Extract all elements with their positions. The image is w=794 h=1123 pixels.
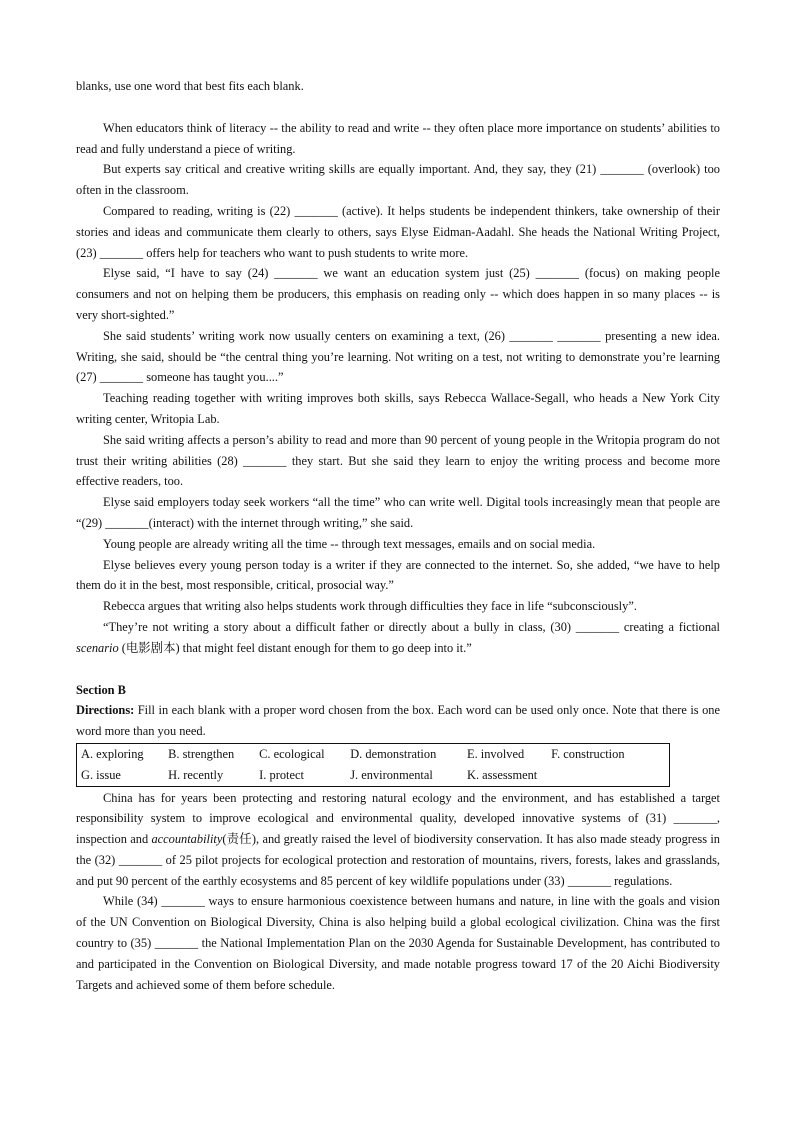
paragraph: Teaching reading together with writing improves both skills, says Rebecca Wallace-Segall, who heads a New York City writing center, Writopia Lab. bbox=[76, 391, 720, 426]
paragraph: Elyse said, “I have to say (24) _______ we want an education system just (25) _______ (focus) on making people consumers and not on helping them be producers, this emphasis on reading only -- which does happen in so many places -- is very short-sighted.” bbox=[76, 266, 720, 322]
text-segment: “They’re not writing a story about a difficult father or directly about a bully in class, (30) _______ creating a fictional bbox=[103, 619, 720, 634]
italic-term: scenario bbox=[76, 640, 119, 655]
paragraph: Young people are already writing all the time -- through text messages, emails and on social media. bbox=[103, 536, 596, 551]
spacer bbox=[76, 659, 720, 680]
word-option: I. protect bbox=[259, 767, 304, 782]
directions-text: Fill in each blank with a proper word chosen from the box. Each word can be used only once. Note that there is one word more than you need. bbox=[76, 703, 720, 739]
paragraph: She said writing affects a person’s ability to read and more than 90 percent of young people in the Writopia program do not trust their writing abilities (28) _______ they start. But she said they learn to enjoy the writing process and become more effective readers, too. bbox=[76, 432, 720, 489]
word-option: J. environmental bbox=[350, 767, 433, 782]
word-box-row bbox=[81, 765, 665, 786]
word-option: K. assessment bbox=[467, 767, 538, 782]
paragraph: Elyse believes every young person today is a writer if they are connected to the internet. So, she added, “we have to help them do it in the best, most responsible, critical, prosocial way.” bbox=[76, 557, 720, 593]
word-option: C. ecological bbox=[259, 746, 325, 761]
paragraph: But experts say critical and creative writing skills are equally important. And, they say, they (21) _______ (overlook) too often in the classroom. bbox=[76, 162, 720, 198]
paragraph: Compared to reading, writing is (22) _______ (active). It helps students be independent thinkers, take ownership of their stories and ideas and communicate them clearly to others, says Elyse Eidman-Aadahl. She heads the National Writing Project, (23) _______ offers help for teachers who want to push students to write more. bbox=[76, 203, 720, 260]
text-segment: China has for years been protecting and restoring natural ecology and the environment, and has established a target responsibility system to improve ecological and environmental quality, developed innovative systems of (31) _______, inspection and bbox=[76, 790, 720, 847]
intro-line: blanks, use one word that best fits each blank. bbox=[76, 79, 304, 93]
spacer bbox=[76, 97, 720, 118]
word-option: F. construction bbox=[551, 746, 625, 761]
text-segment: (责任), and greatly raised the level of biodiversity conservation. It has also made steady progress in the (32) _______ of 25 pilot projects for ecological protection and restoration of mountains, rivers, forests, lakes and grasslands, and put 90 percent of the earthly ecosystems and 85 percent of key wildlife populations under (33) _______ regulations. bbox=[76, 832, 721, 888]
paragraph bbox=[76, 788, 720, 892]
word-option: E. involved bbox=[467, 746, 525, 761]
paragraph: When educators think of literacy -- the ability to read and write -- they often place more importance on students’ abilities to read and fully understand a piece of writing. bbox=[76, 120, 720, 156]
text-segment: (电影剧本) that might feel distant enough for them to go deep into it.” bbox=[118, 640, 472, 655]
word-option: G. issue bbox=[81, 767, 121, 782]
word-box bbox=[76, 743, 670, 787]
word-option: B. strengthen bbox=[168, 746, 235, 761]
word-option: D. demonstration bbox=[350, 746, 437, 761]
paragraph: She said students’ writing work now usually centers on examining a text, (26) _______ _______ presenting a new idea. Writing, she said, should be “the central thing you’re learning. Not writing on a test, not writing to demonstrate you’re learning (27) _______ someone has taught you....” bbox=[76, 328, 720, 385]
italic-term: accountability bbox=[151, 832, 223, 847]
paragraph: Rebecca argues that writing also helps students work through difficulties they face in life “subconsciously”. bbox=[103, 599, 637, 614]
word-option: A. exploring bbox=[81, 746, 144, 761]
directions-label: Directions: bbox=[76, 703, 135, 718]
paragraph-last bbox=[76, 617, 720, 659]
section-title: Section B bbox=[76, 682, 126, 697]
paragraph: Elyse said employers today seek workers “all the time” who can write well. Digital tools increasingly mean that people are “(29) _______(interact) with the internet through writing,” she said. bbox=[76, 495, 720, 530]
word-option bbox=[551, 765, 665, 786]
word-box-row bbox=[81, 744, 665, 765]
directions bbox=[76, 700, 720, 742]
word-option: H. recently bbox=[168, 767, 224, 782]
section-a-passage bbox=[76, 118, 720, 659]
document-page bbox=[76, 76, 720, 995]
paragraph: While (34) _______ ways to ensure harmonious coexistence between humans and nature, in line with the goals and vision of the UN Convention on Biological Diversity, China is also helping build a global ecological civilization. China was the first country to (35) _______ the National Implementation Plan on the 2030 Agenda for Sustainable Development, has contributed to and participated in the Convention on Biological Diversity, and made notable progress toward 17 of the 20 Aichi Biodiversity Targets and achieved some of them before schedule. bbox=[76, 894, 720, 992]
section-b bbox=[76, 680, 720, 996]
